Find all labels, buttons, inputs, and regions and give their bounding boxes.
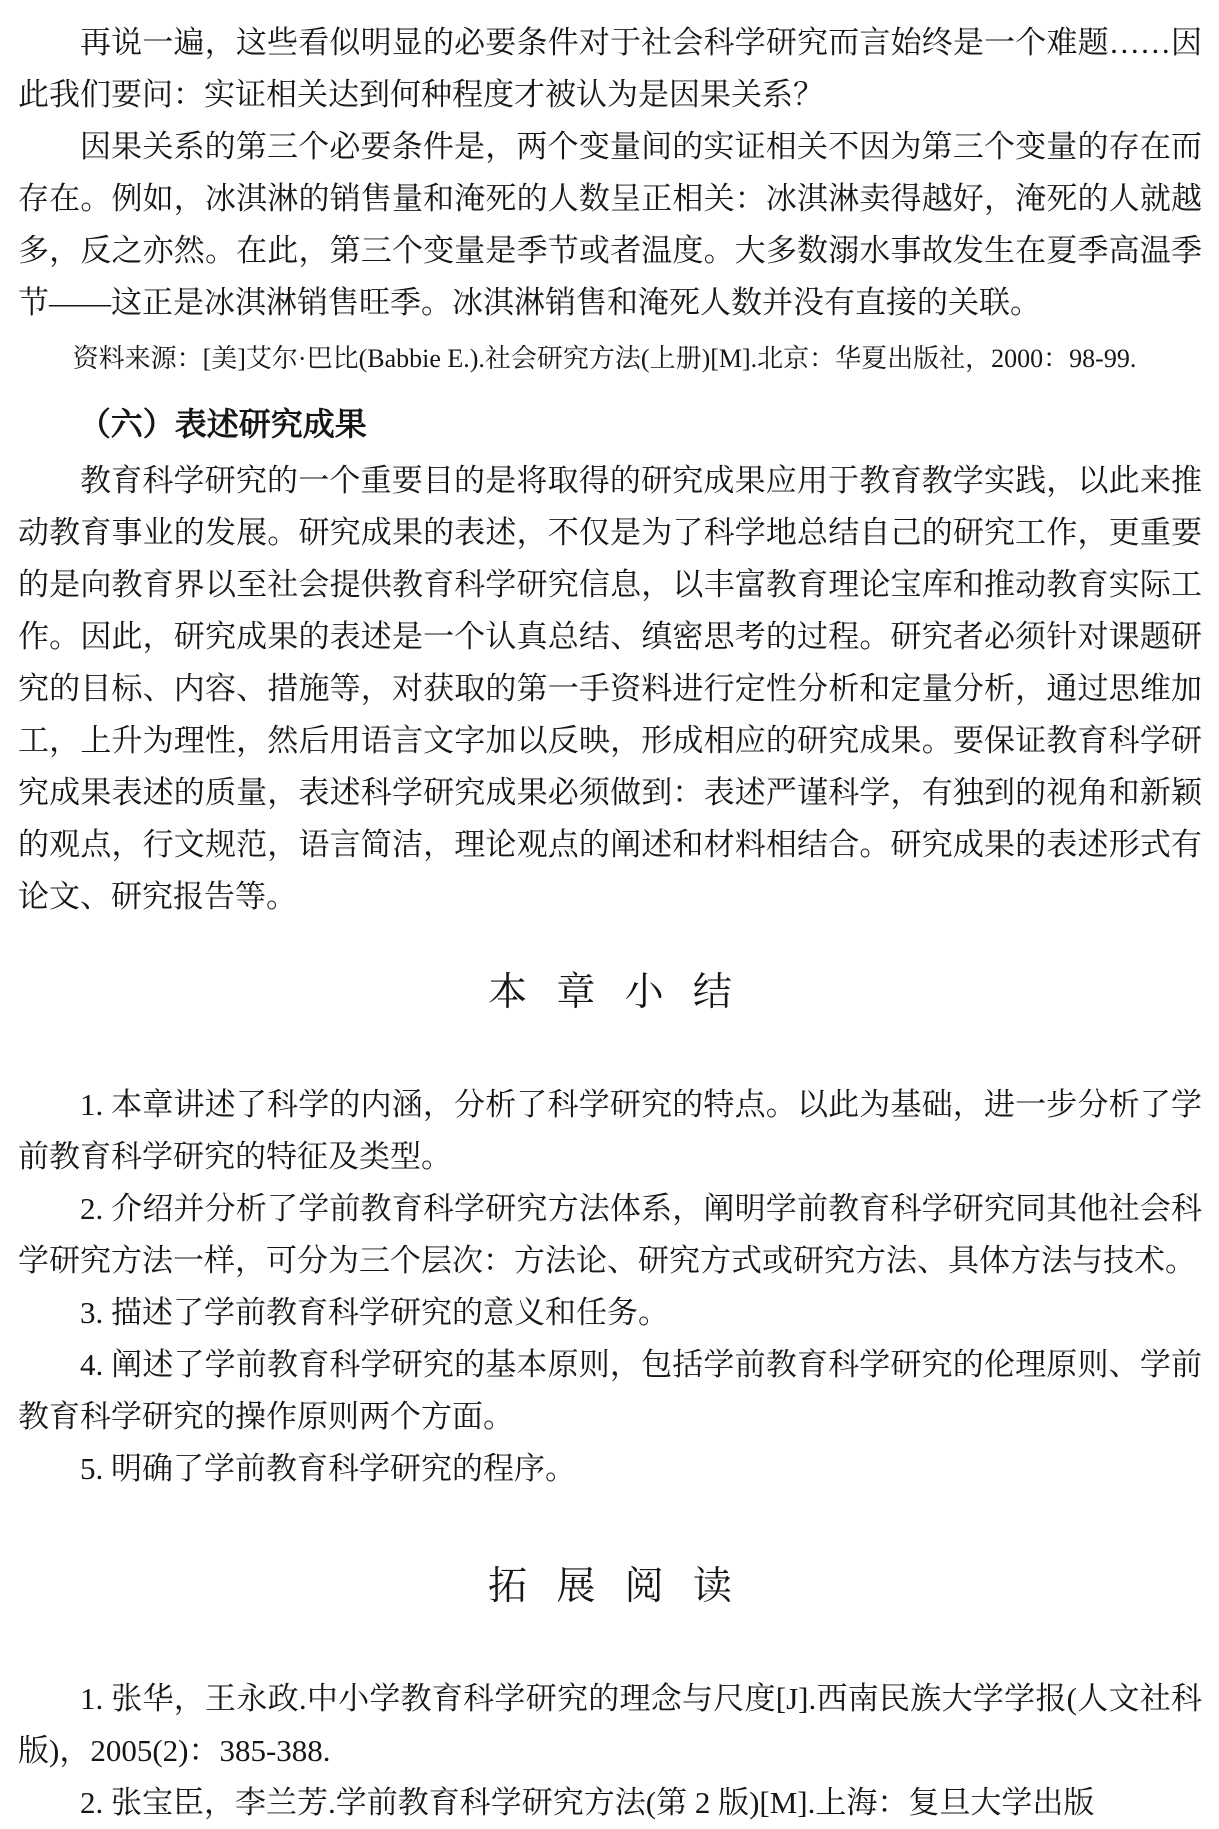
chapter-summary-list xyxy=(18,1079,1202,1495)
summary-item-4: 4. 阐述了学前教育科学研究的基本原则，包括学前教育科学研究的伦理原则、学前教育科学研究的操作原则两个方面。 xyxy=(18,1347,1202,1434)
section-heading-presenting-results: （六）表述研究成果 xyxy=(78,406,367,442)
summary-item-1: 1. 本章讲述了科学的内涵，分析了科学研究的特点。以此为基础，进一步分析了学前教育科学研究的特征及类型。 xyxy=(18,1087,1202,1174)
reading-item-2: 2. 张宝臣，李兰芳.学前教育科学研究方法(第 2 版)[M].上海：复旦大学出版 xyxy=(80,1785,1095,1820)
summary-item-2: 2. 介绍并分析了学前教育科学研究方法体系，阐明学前教育科学研究同其他社会科学研究方法一样，可分为三个层次：方法论、研究方式或研究方法、具体方法与技术。 xyxy=(18,1191,1202,1278)
chapter-summary-heading: 本章小结 xyxy=(488,971,762,1014)
reading-item-1: 1. 张华，王永政.中小学教育科学研究的理念与尺度[J].西南民族大学学报(人文社科版)，2005(2)：385-388. xyxy=(18,1681,1202,1768)
summary-item-5: 5. 明确了学前教育科学研究的程序。 xyxy=(80,1451,576,1486)
paragraph-third-condition: 因果关系的第三个必要条件是，两个变量间的实证相关不因为第三个变量的存在而存在。例如，冰淇淋的销售量和淹死的人数呈正相关：冰淇淋卖得越好，淹死的人就越多，反之亦然。在此，第三个变量是季节或者温度。大多数溺水事故发生在夏季高温季节——这正是冰淇淋销售旺季。冰淇淋销售和淹死人数并没有直接的关联。 xyxy=(18,129,1202,320)
extended-reading-heading: 拓展阅读 xyxy=(488,1565,762,1608)
extended-reading-list xyxy=(18,1673,1202,1829)
summary-item-3: 3. 描述了学前教育科学研究的意义和任务。 xyxy=(80,1295,669,1330)
paragraph-causality-restated: 再说一遍，这些看似明显的必要条件对于社会科学研究而言始终是一个难题……因此我们要问：实证相关达到何种程度才被认为是因果关系？ xyxy=(18,25,1202,112)
paragraph-presenting-results: 教育科学研究的一个重要目的是将取得的研究成果应用于教育教学实践，以此来推动教育事业的发展。研究成果的表述，不仅是为了科学地总结自己的研究工作，更重要的是向教育界以至社会提供教育科学研究信息，以丰富教育理论宝库和推动教育实际工作。因此，研究成果的表述是一个认真总结、缜密思考的过程。研究者必须针对课题研究的目标、内容、措施等，对获取的第一手资料进行定性分析和定量分析，通过思维加工，上升为理性，然后用语言文字加以反映，形成相应的研究成果。要保证教育科学研究成果表述的质量，表述科学研究成果必须做到：表述严谨科学，有独到的视角和新颖的观点，行文规范，语言简洁，理论观点的阐述和材料相结合。研究成果的表述形式有论文、研究报告等。 xyxy=(18,463,1202,914)
source-citation: 资料来源：[美]艾尔·巴比(Babbie E.).社会研究方法(上册)[M].北京：华夏出版社，2000：98-99. xyxy=(72,344,1137,373)
